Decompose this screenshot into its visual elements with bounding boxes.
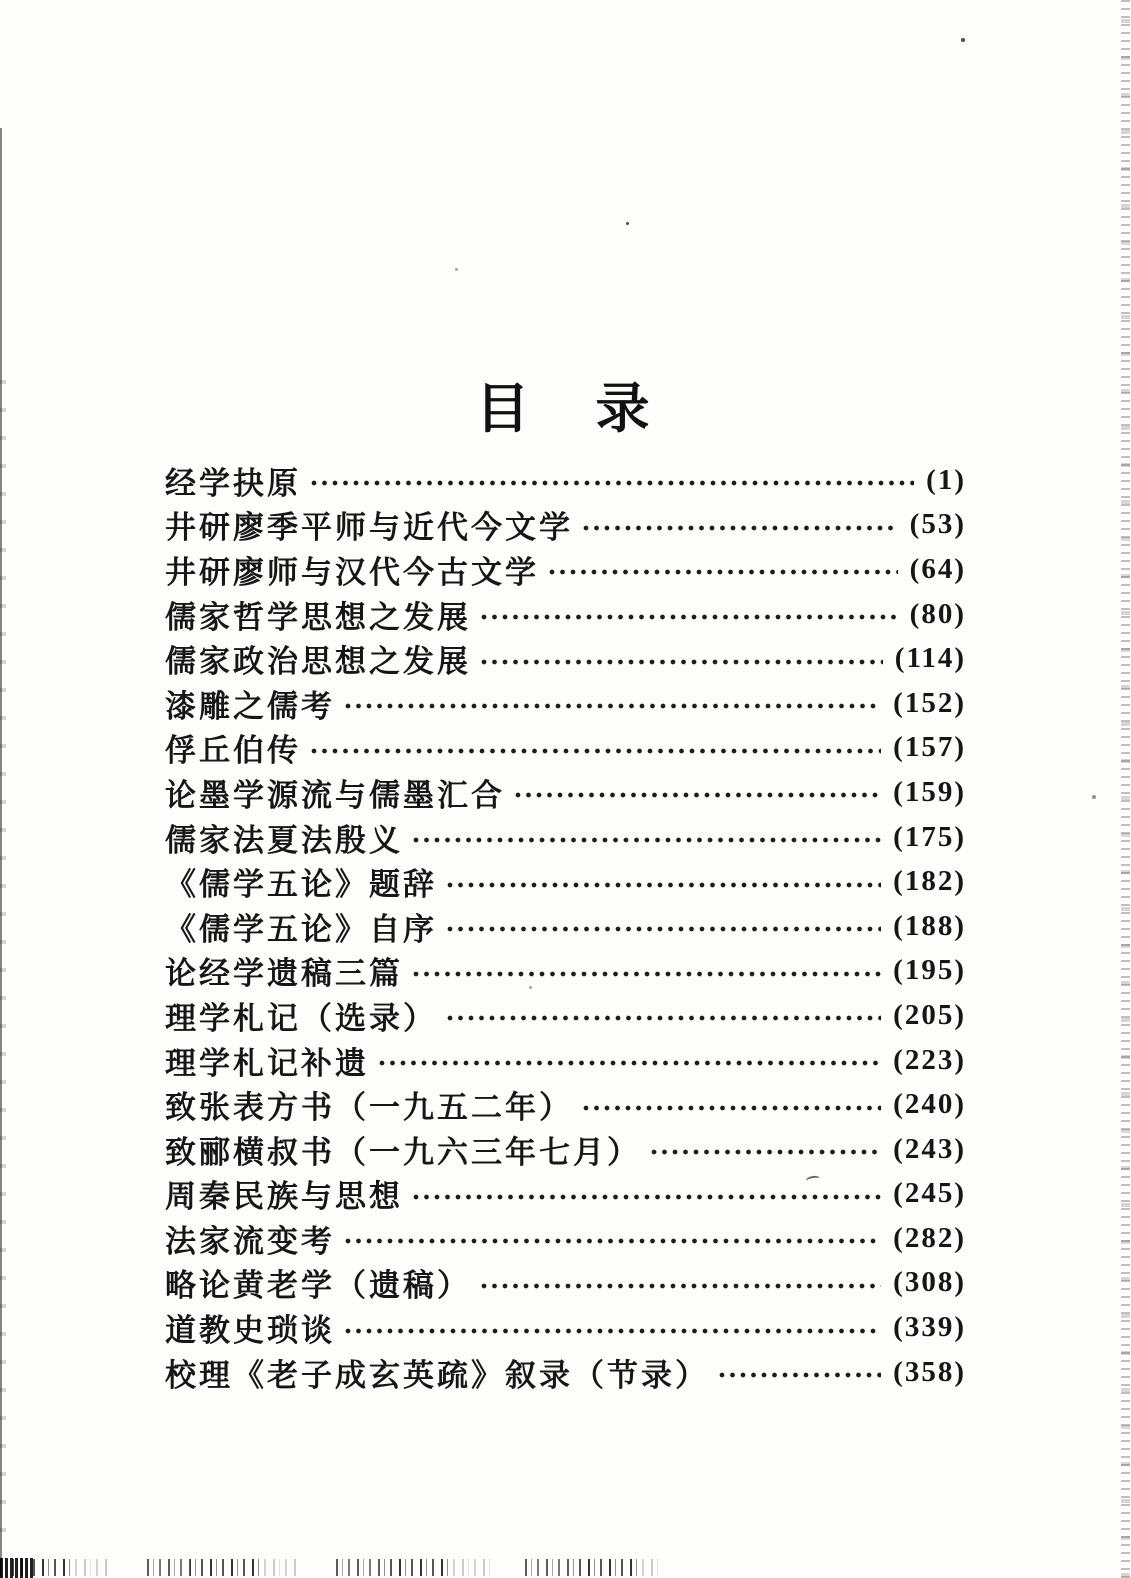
toc-page-number: (358): [893, 1355, 966, 1388]
dot-leader: [311, 747, 881, 755]
toc-entry-title: 校理《老子成玄英疏》叙录（节录）: [165, 1357, 709, 1393]
dot-leader: [583, 1104, 881, 1112]
toc-entry: [165, 1082, 966, 1127]
toc-entry: [165, 1261, 966, 1306]
toc-page-number: (195): [893, 954, 966, 987]
toc-entry: [165, 1038, 966, 1083]
toc-entry-title: 井研廖师与汉代今古文学: [165, 554, 539, 590]
toc-entry-title: 道教史琐谈: [165, 1313, 335, 1349]
toc-list: [165, 458, 966, 1394]
toc-entry: [165, 458, 966, 503]
toc-entry-title: 《儒学五论》自序: [165, 911, 437, 947]
dot-leader: [379, 1059, 881, 1067]
toc-entry: [165, 726, 966, 771]
toc-entry-title: 《儒学五论》题辞: [165, 867, 437, 903]
toc-entry-title: 论经学遗稿三篇: [165, 956, 403, 992]
toc-entry-title: 经学抉原: [165, 465, 301, 501]
scan-noise-bottom-corner: [0, 1558, 34, 1578]
toc-page-number: (159): [893, 775, 966, 808]
toc-page-number: (243): [893, 1132, 966, 1165]
toc-entry-title: 井研廖季平师与近代今文学: [165, 510, 573, 546]
toc-entry-title: 理学札记（选录）: [165, 1000, 437, 1036]
toc-entry: [165, 904, 966, 949]
toc-entry: [165, 859, 966, 904]
toc-page-number: (282): [893, 1221, 966, 1254]
scan-noise-right-edge: [1121, 0, 1130, 1578]
toc-entry: [165, 1127, 966, 1172]
toc-page-number: (1): [926, 463, 966, 496]
toc-entry: [165, 592, 966, 637]
dot-leader: [413, 1193, 881, 1201]
toc-entry-title: 致张表方书（一九五二年）: [165, 1090, 573, 1126]
toc-entry: [165, 770, 966, 815]
toc-entry: [165, 1305, 966, 1350]
toc-entry-title: 儒家法夏法殷义: [165, 822, 403, 858]
toc-entry-title: 周秦民族与思想: [165, 1179, 403, 1215]
dot-leader: [481, 658, 883, 666]
dot-leader: [345, 702, 881, 710]
dot-leader: [413, 836, 881, 844]
toc-page-number: (308): [893, 1266, 966, 1299]
toc-entry-title: 理学札记补遗: [165, 1045, 369, 1081]
dot-leader: [447, 925, 881, 933]
dot-leader: [311, 479, 914, 487]
toc-page-number: (175): [893, 820, 966, 853]
toc-entry: [165, 815, 966, 860]
dot-leader: [719, 1371, 881, 1379]
toc-entry: [165, 503, 966, 548]
toc-page-number: (188): [893, 909, 966, 942]
dot-leader: [447, 881, 881, 889]
toc-entry-title: 论墨学源流与儒墨汇合: [165, 777, 505, 813]
toc-entry-title: 儒家哲学思想之发展: [165, 599, 471, 635]
toc-page-number: (157): [893, 731, 966, 764]
toc-entry-title: 法家流变考: [165, 1223, 335, 1259]
toc-page-number: (152): [893, 686, 966, 719]
scan-speck: [529, 986, 532, 989]
dot-leader: [481, 1282, 881, 1290]
page-title: 目 录: [475, 379, 656, 440]
toc-entry-title: 致郦横叔书（一九六三年七月）: [165, 1134, 641, 1170]
toc-page-number: (80): [909, 597, 966, 630]
toc-page-number: (240): [893, 1088, 966, 1121]
scan-speck: [961, 38, 965, 42]
toc-entry-title: 略论黄老学（遗稿）: [165, 1268, 471, 1304]
dot-leader: [413, 970, 881, 978]
scan-noise-bottom-edge: [0, 1559, 660, 1576]
toc-entry: [165, 1172, 966, 1217]
scan-speck: [1092, 795, 1096, 799]
scan-speck: [626, 222, 629, 225]
dot-leader: [583, 524, 898, 532]
toc-entry: [165, 993, 966, 1038]
toc-entry-title: 俘丘伯传: [165, 733, 301, 769]
dot-leader: [549, 568, 898, 576]
toc-entry: [165, 681, 966, 726]
toc-page-number: (205): [893, 998, 966, 1031]
toc-entry-title: 漆雕之儒考: [165, 688, 335, 724]
toc-entry: [165, 1350, 966, 1395]
toc-entry: [165, 547, 966, 592]
dot-leader: [447, 1014, 881, 1022]
dot-leader: [481, 613, 898, 621]
scan-noise-left-edge: [0, 380, 6, 1540]
toc-page-number: (245): [893, 1177, 966, 1210]
toc-page-number: (339): [893, 1311, 966, 1344]
dot-leader: [651, 1148, 881, 1156]
scan-speck: [455, 268, 458, 271]
dot-leader: [515, 791, 881, 799]
toc-entry: [165, 949, 966, 994]
toc-page-number: (53): [909, 508, 966, 541]
toc-page-number: (223): [893, 1043, 966, 1076]
toc-page-number: (64): [909, 552, 966, 585]
toc-entry: [165, 636, 966, 681]
toc-page-number: (114): [894, 642, 966, 675]
dot-leader: [345, 1327, 881, 1335]
toc-page-number: (182): [893, 865, 966, 898]
dot-leader: [345, 1237, 881, 1245]
toc-entry-title: 儒家政治思想之发展: [165, 644, 471, 680]
toc-entry: [165, 1216, 966, 1261]
